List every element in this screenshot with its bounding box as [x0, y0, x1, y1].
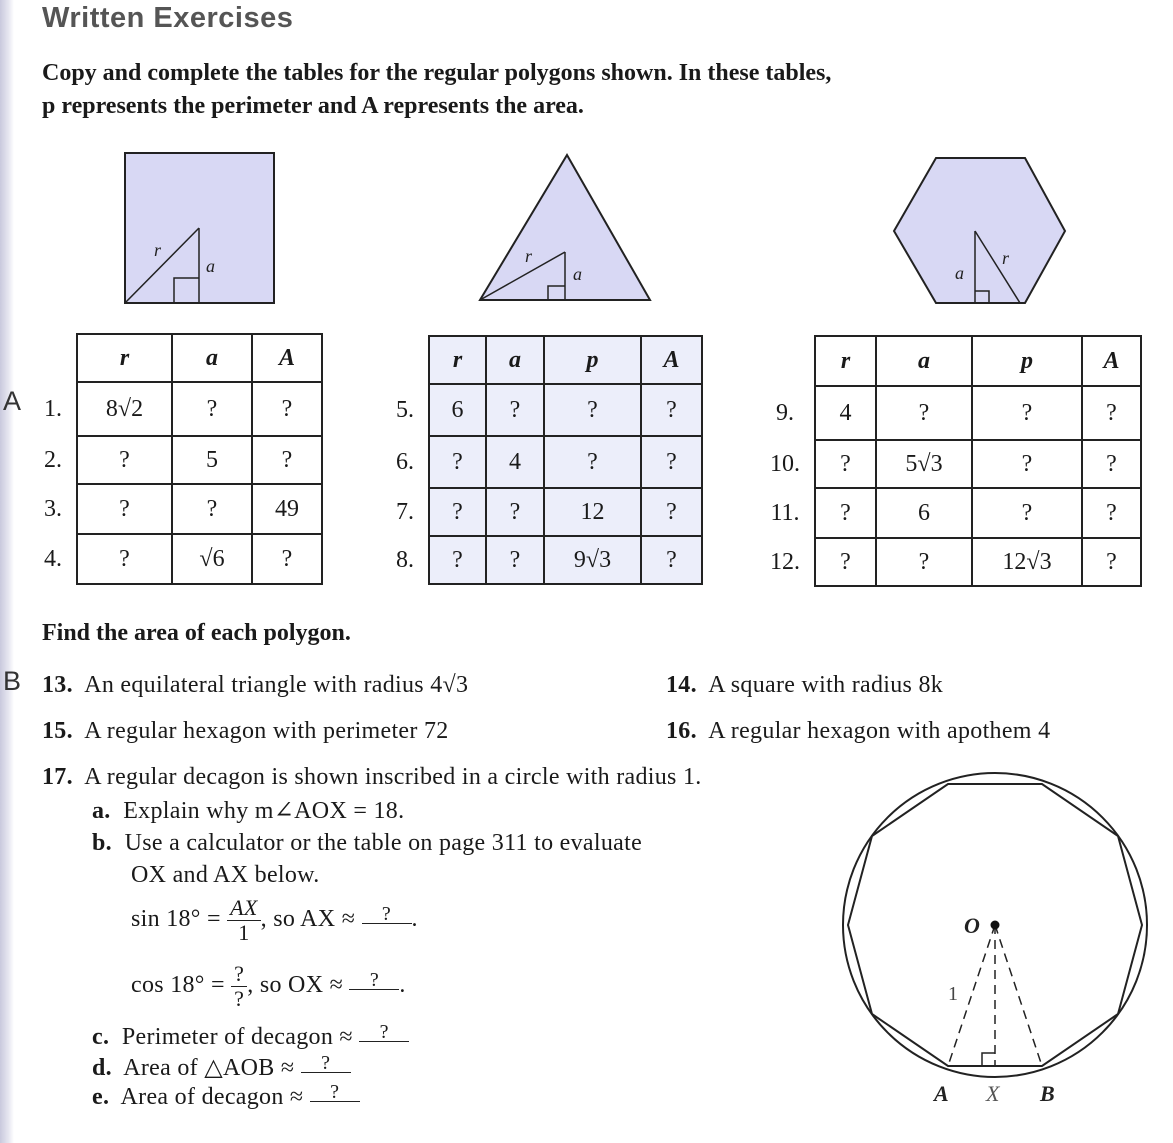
text-span: . — [411, 906, 418, 933]
triangle-table — [382, 335, 703, 585]
row-number: 1. — [44, 395, 62, 422]
table-cell — [382, 336, 429, 384]
table-cell: ? — [641, 536, 702, 584]
table-cell: 5 — [172, 436, 252, 484]
text-span: Area of decagon ≈ — [120, 1084, 304, 1110]
table-cell: ? — [252, 382, 322, 436]
text-span: Use a calculator or the table on page 311 to evaluate — [124, 830, 643, 856]
row-number: 9. — [776, 399, 794, 426]
text-span: , so AX ≈ — [260, 906, 356, 933]
square-figure — [125, 153, 274, 303]
text-span: . — [399, 972, 406, 999]
table-cell: ? — [815, 440, 876, 488]
table-cell: ? — [486, 536, 544, 584]
problem-13 — [42, 672, 468, 699]
table-cell: 6 — [876, 488, 972, 538]
square-table — [30, 333, 323, 585]
problem-17d — [92, 1053, 351, 1082]
text-span: A regular hexagon with perimeter 72 — [84, 718, 449, 744]
text-span: a. — [92, 798, 111, 824]
row-number: 8. — [396, 546, 414, 573]
table-cell: ? — [172, 382, 252, 436]
table-cell: ? — [876, 538, 972, 586]
table-cell: ? — [77, 436, 172, 484]
text-span: AX — [227, 896, 260, 921]
row-number: 6. — [396, 448, 414, 475]
table-row — [756, 440, 1141, 488]
text-span: Explain why m∠AOX = 18. — [123, 798, 405, 824]
polygon-figures — [0, 140, 1173, 320]
table-header: p — [972, 336, 1082, 386]
table-row — [756, 386, 1141, 440]
table-header: r — [429, 336, 486, 384]
problem-15 — [42, 718, 449, 745]
table-cell: ? — [641, 436, 702, 488]
table-row — [382, 436, 702, 488]
table-cell: ? — [544, 436, 641, 488]
table-cell: ? — [641, 384, 702, 436]
hexagon-a-label: a — [955, 263, 964, 283]
row-number: 3. — [44, 495, 62, 522]
table-cell: ? — [641, 488, 702, 536]
row-number: 7. — [396, 498, 414, 525]
row-number: 2. — [44, 446, 62, 473]
table-cell: ? — [972, 488, 1082, 538]
table-cell: ? — [429, 488, 486, 536]
table-cell: ? — [252, 436, 322, 484]
triangle-a-label: a — [573, 264, 582, 284]
label-x: X — [986, 1081, 1000, 1106]
instructions-line-2: p represents the perimeter and A represents the area. — [42, 93, 584, 119]
problem-17b — [92, 830, 642, 857]
decagon-area-answer-blank: ? — [310, 1083, 360, 1102]
text-span: c. — [92, 1024, 110, 1050]
table-cell: ? — [486, 384, 544, 436]
text-span: e. — [92, 1084, 110, 1110]
hexagon-figure — [894, 158, 1065, 303]
table-cell: ? — [972, 440, 1082, 488]
row-number: 5. — [396, 396, 414, 423]
problem-17 — [42, 764, 702, 791]
table-cell: ? — [429, 436, 486, 488]
section-a-marker: A — [3, 386, 22, 416]
table-header: A — [1082, 336, 1141, 386]
text-span: 17. — [42, 764, 73, 790]
label-o: O — [964, 913, 980, 938]
hexagon-table — [756, 335, 1142, 587]
problem-17e — [92, 1083, 360, 1111]
cos-fraction — [231, 962, 247, 1011]
text-span: 1 — [238, 920, 250, 945]
text-span: Perimeter of decagon ≈ — [121, 1024, 353, 1050]
table-header: p — [544, 336, 641, 384]
table-row — [30, 436, 322, 484]
text-span: , so OX ≈ — [247, 972, 344, 999]
table-cell: ? — [1082, 488, 1141, 538]
cos-equation — [131, 962, 406, 1011]
table-cell: 12 — [544, 488, 641, 536]
table-cell: ? — [77, 534, 172, 584]
table-row — [756, 336, 1141, 386]
table-row — [30, 334, 322, 382]
table-cell: 12√3 — [972, 538, 1082, 586]
row-number: 12. — [770, 548, 800, 575]
text-span: A regular hexagon with apothem 4 — [708, 718, 1051, 744]
table-cell: ? — [77, 484, 172, 534]
table-row — [382, 384, 702, 436]
text-span: 15. — [42, 718, 73, 744]
square-r-label: r — [154, 240, 162, 260]
table-row — [30, 382, 322, 436]
table-header: a — [172, 334, 252, 382]
table-row — [382, 536, 702, 584]
page-title: Written Exercises — [42, 2, 294, 34]
problem-16 — [666, 718, 1050, 745]
table-row — [382, 488, 702, 536]
square-a-label: a — [206, 256, 215, 276]
problem-14 — [666, 672, 943, 699]
text-span: A square with radius 8k — [708, 672, 944, 698]
sin-fraction — [227, 896, 260, 945]
table-cell: 9√3 — [544, 536, 641, 584]
text-span: ? — [234, 986, 245, 1011]
text-span: ? — [231, 962, 247, 987]
cos-answer-blank: ? — [349, 971, 399, 990]
table-cell: ? — [172, 484, 252, 534]
table-header: a — [876, 336, 972, 386]
table-row — [756, 538, 1141, 586]
table-cell — [756, 336, 815, 386]
row-number: 4. — [44, 545, 62, 572]
table-header: A — [641, 336, 702, 384]
problem-17c — [92, 1023, 409, 1051]
table-row — [382, 336, 702, 384]
table-cell: ? — [972, 386, 1082, 440]
problem-17a — [92, 796, 404, 825]
text-span: 13. — [42, 672, 73, 698]
text-span: A regular decagon is shown inscribed in a circle with radius 1. — [84, 764, 702, 790]
label-radius-1: 1 — [948, 983, 958, 1005]
table-header: r — [815, 336, 876, 386]
table-header: A — [252, 334, 322, 382]
triangle-area-answer-blank: ? — [301, 1054, 351, 1073]
find-area-heading: Find the area of each polygon. — [42, 620, 351, 646]
instructions-line-1: Copy and complete the tables for the regular polygons shown. In these tables, — [42, 60, 832, 86]
table-cell — [30, 334, 77, 382]
table-cell: ? — [815, 538, 876, 586]
text-span: cos 18° = — [131, 972, 225, 999]
table-cell: ? — [252, 534, 322, 584]
text-span: d. — [92, 1055, 112, 1081]
sin-answer-blank: ? — [362, 905, 412, 924]
section-b-marker: B — [3, 666, 22, 696]
sin-equation — [131, 896, 418, 945]
triangle-r-label: r — [525, 246, 533, 266]
table-cell: ? — [815, 488, 876, 538]
perimeter-answer-blank: ? — [359, 1023, 409, 1042]
table-cell: √6 — [172, 534, 252, 584]
table-row — [756, 488, 1141, 538]
decagon-figure — [830, 770, 1160, 1110]
table-header: r — [77, 334, 172, 382]
row-number: 10. — [770, 450, 800, 477]
table-cell: 5√3 — [876, 440, 972, 488]
problem-17b-line-2: OX and AX below. — [131, 862, 320, 888]
table-cell: ? — [876, 386, 972, 440]
table-cell: 6 — [429, 384, 486, 436]
triangle-figure — [480, 155, 650, 300]
table-row — [30, 484, 322, 534]
label-a: A — [934, 1081, 949, 1106]
table-cell: 49 — [252, 484, 322, 534]
table-cell: ? — [544, 384, 641, 436]
table-cell: 4 — [815, 386, 876, 440]
text-span: 14. — [666, 672, 697, 698]
table-cell: ? — [429, 536, 486, 584]
table-cell: 4 — [486, 436, 544, 488]
table-cell: ? — [486, 488, 544, 536]
table-cell: ? — [1082, 440, 1141, 488]
text-span: 16. — [666, 718, 697, 744]
row-number: 11. — [770, 499, 800, 526]
table-cell: ? — [1082, 386, 1141, 440]
text-span: sin 18° = — [131, 906, 221, 933]
text-span: b. — [92, 830, 112, 856]
label-b: B — [1040, 1081, 1055, 1106]
table-row — [30, 534, 322, 584]
table-cell: ? — [1082, 538, 1141, 586]
text-span: An equilateral triangle with radius 4√3 — [84, 672, 469, 698]
hexagon-r-label: r — [1002, 248, 1010, 268]
table-header: a — [486, 336, 544, 384]
text-span: Area of △AOB ≈ — [123, 1055, 295, 1081]
table-cell: 8√2 — [77, 382, 172, 436]
